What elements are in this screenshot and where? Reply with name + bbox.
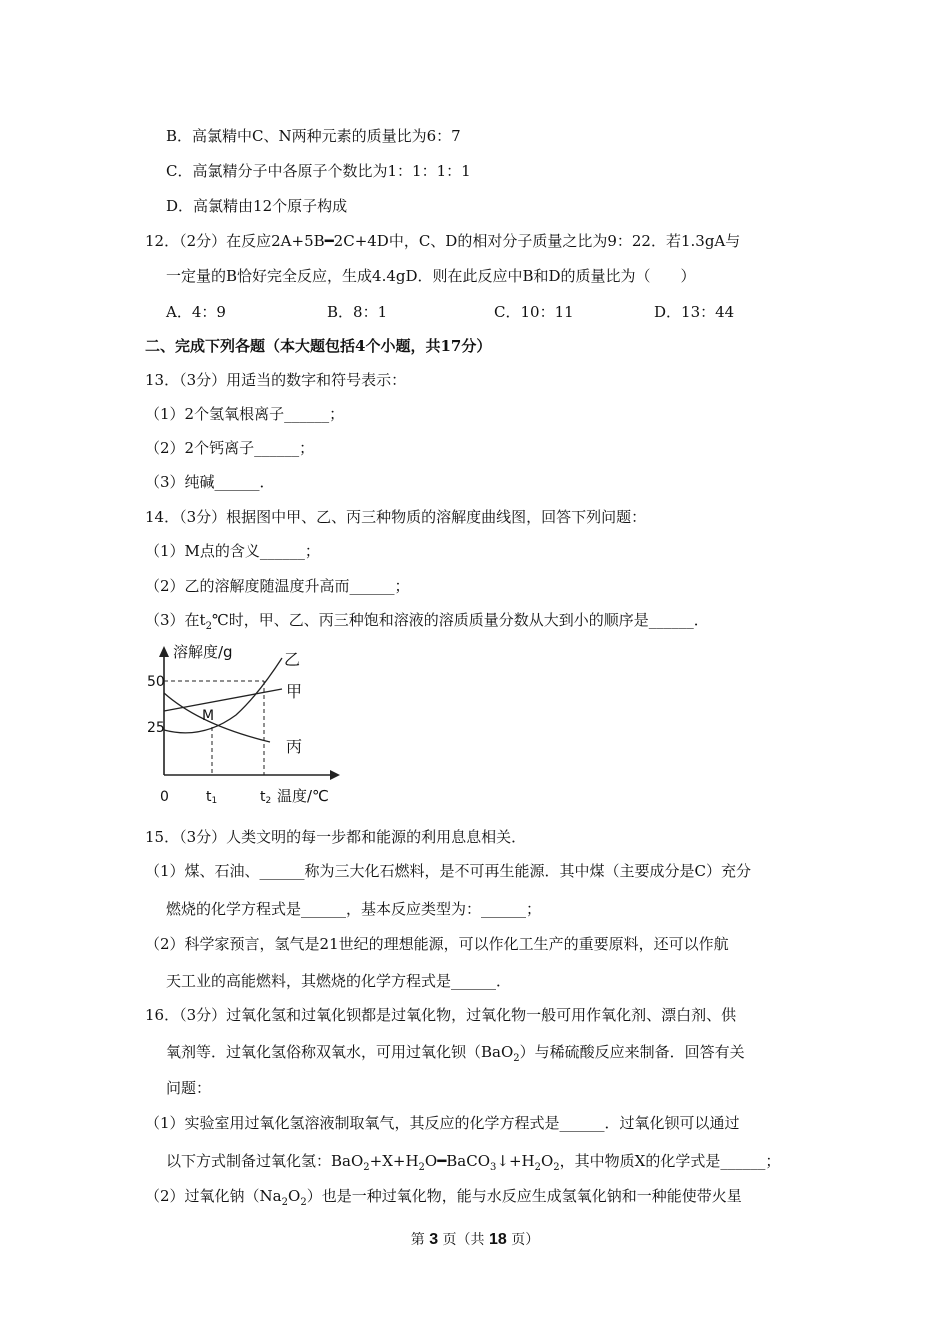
q16-stem-line3: 问题： <box>166 1079 212 1097</box>
series-bing-label: 丙 <box>286 737 303 756</box>
page-total: 18 <box>489 1231 507 1248</box>
q15-part2-line1: （2）科学家预言，氢气是21世纪的理想能源，可以作化工生产的重要原料，还可以作航 <box>145 935 729 953</box>
q12-option-a: A．4：9 <box>166 303 226 321</box>
q14-part1: （1）M点的含义______； <box>145 542 320 560</box>
q13-stem: 13．（3分）用适当的数字和符号表示： <box>145 371 407 389</box>
x-tick-t1: t1 <box>206 789 218 806</box>
q14-part2: （2）乙的溶解度随温度升高而______； <box>145 577 410 595</box>
q15-part1-line2: 燃烧的化学方程式是______，基本反应类型为：______； <box>166 900 542 918</box>
series-jia-curve <box>164 689 282 711</box>
q15-stem: 15．（3分）人类文明的每一步都和能源的利用息息相关． <box>145 828 527 846</box>
q12-option-b: B．8：1 <box>327 303 388 321</box>
y-axis-arrow <box>159 646 169 657</box>
q16-part1-line2: 以下方式制备过氧化氢：$BaO_2+X+H_2O━BaCO_3↓+H_2O_2$，其中物质X的化学式是______； <box>166 1152 781 1173</box>
x-axis-arrow <box>330 770 340 780</box>
series-yi-label: 乙 <box>284 650 301 669</box>
page-number: 3 <box>429 1231 439 1248</box>
q13-part1: （1）2个氢氧根离子______； <box>145 405 345 423</box>
solubility-chart <box>140 640 360 815</box>
q11-option-b: B．高氯精中C、N两种元素的质量比为6：7 <box>166 127 461 145</box>
q16-stem-line2: 氧剂等．过氧化氢俗称双氧水，可用过氧化钡（BaO$_2$）与稀硫酸反应来制备．回答有关 <box>166 1043 745 1064</box>
section-heading: 二、完成下列各题（本大题包括4个小题，共17分） <box>145 337 492 355</box>
point-m-label: M <box>202 708 215 724</box>
q12-stem-line1: 12．（2分）在反应2A+5B━2C+4D中，C、D的相对分子质量之比为9：22．若1.3gA与 <box>145 232 741 250</box>
y-axis-label: 溶解度/g <box>173 643 233 661</box>
q13-part2: （2）2个钙离子______； <box>145 439 315 457</box>
origin-label: 0 <box>160 789 169 805</box>
y-tick-50: 50 <box>147 674 165 690</box>
q12-stem-line2: 一定量的B恰好完全反应，生成4.4gD．则在此反应中B和D的质量比为（ ） <box>166 267 696 285</box>
q14-stem: 14．（3分）根据图中甲、乙、丙三种物质的溶解度曲线图，回答下列问题： <box>145 508 647 526</box>
q15-part2-line2: 天工业的高能燃料，其燃烧的化学方程式是______． <box>166 972 512 990</box>
series-jia-label: 甲 <box>286 682 303 701</box>
page-footer: 第 3 页（共 18 页） <box>410 1231 540 1248</box>
series-bing-curve <box>164 693 270 742</box>
q12-option-d: D．13：44 <box>654 303 735 321</box>
y-tick-25: 25 <box>147 720 165 736</box>
q13-part3: （3）纯碱______． <box>145 473 275 491</box>
x-tick-t2: t2 <box>260 789 272 806</box>
q11-option-d: D．高氯精由12个原子构成 <box>166 197 348 215</box>
q11-option-c: C．高氯精分子中各原子个数比为1：1：1：1 <box>166 162 471 180</box>
x-axis-label: 温度/℃ <box>277 787 329 805</box>
q16-part2-line1: （2）过氧化钠$(Na_2O_2)$也是一种过氧化物，能与水反应生成氢氧化钠和一种能使带火星 <box>145 1187 742 1208</box>
q16-part1-line1: （1）实验室用过氧化氢溶液制取氧气，其反应的化学方程式是______．过氧化钡可以通过 <box>145 1114 740 1132</box>
q15-part1-line1: （1）煤、石油、______称为三大化石燃料，是不可再生能源．其中煤（主要成分是C）充分 <box>145 862 752 880</box>
q16-stem-line1: 16．（3分）过氧化氢和过氧化钡都是过氧化物，过氧化物一般可用作氧化剂、漂白剂、供 <box>145 1006 737 1024</box>
q14-part3: （3）在$t_2℃$时，甲、乙、丙三种饱和溶液的溶质质量分数从大到小的顺序是______． <box>145 611 709 632</box>
q12-option-c: C．10：11 <box>494 303 574 321</box>
